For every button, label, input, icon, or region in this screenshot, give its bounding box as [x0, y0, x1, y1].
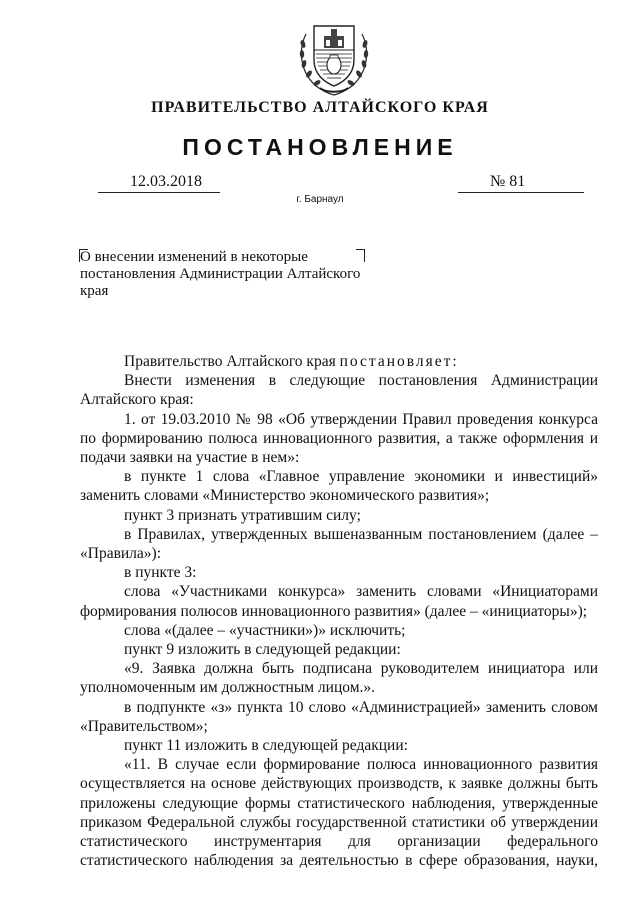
document-type-title: ПОСТАНОВЛЕНИЕ — [182, 134, 458, 160]
body-paragraph: пункт 11 изложить в следующей редакции: — [124, 737, 408, 755]
body-paragraph: 1. от 19.03.2010 № 98 «Об утверждении Правил проведения конкурса по формированию полюса инновационного развития, а также оформления и подачи заявки на участие в нем»: — [80, 410, 598, 467]
body-paragraph: пункт 9 изложить в следующей редакции: — [124, 641, 401, 659]
document-number: № 81 — [490, 173, 526, 190]
city-name: г. Барнаул — [296, 194, 344, 205]
document-body — [80, 352, 598, 870]
body-paragraph-intro — [80, 352, 598, 371]
body-paragraph: слова «Участниками конкурса» заменить словами «Инициаторами формирования полюсов инновационного развития» (далее – «инициаторы»); — [80, 583, 598, 620]
intro-prefix: Правительство Алтайского края — [124, 353, 340, 370]
body-paragraph: в Правилах, утвержденных вышеназванным постановлением (далее – «Правила»): — [80, 525, 598, 563]
date-underline — [98, 192, 220, 193]
government-name: ПРАВИТЕЛЬСТВО АЛТАЙСКОГО КРАЯ — [151, 99, 489, 116]
body-paragraph: в подпункте «з» пункта 10 слово «Администрацией» заменить словом «Правительством»; — [80, 698, 598, 735]
body-paragraph: в пункте 1 слова «Главное управление экономики и инвестиций» заменить словами «Министерство экономического развития»; — [80, 468, 598, 505]
body-paragraph: пункт 3 признать утратившим силу; — [124, 506, 361, 524]
body-paragraph: слова «(далее – «участники»)» исключить; — [124, 621, 406, 639]
body-paragraph: «11. В случае если формирование полюса инновационного развития осуществляется на основе действующих производств, к заявке должны быть приложены следующие формы статистического наблюдения, утвержденные приказом Федеральной службы государственной статистики об утверждении статистического инструментария для организации федерального статистического наблюдения за деятельностью в сфере образования, науки, — [80, 756, 598, 870]
body-paragraph: «9. Заявка должна быть подписана руководителем инициатора или уполномоченным им должностным лицом.». — [80, 660, 598, 697]
altai-krai-coat-of-arms-icon — [296, 16, 372, 96]
document-subject: О внесении изменений в некоторые постановления Администрации Алтайского края — [80, 249, 361, 299]
number-underline — [458, 192, 584, 193]
body-paragraph: Внести изменения в следующие постановления Администрации Алтайского края: — [80, 372, 598, 409]
intro-decree-word: постановляет: — [339, 353, 459, 370]
document-date: 12.03.2018 — [130, 173, 202, 190]
body-paragraph: в пункте 3: — [124, 564, 197, 582]
